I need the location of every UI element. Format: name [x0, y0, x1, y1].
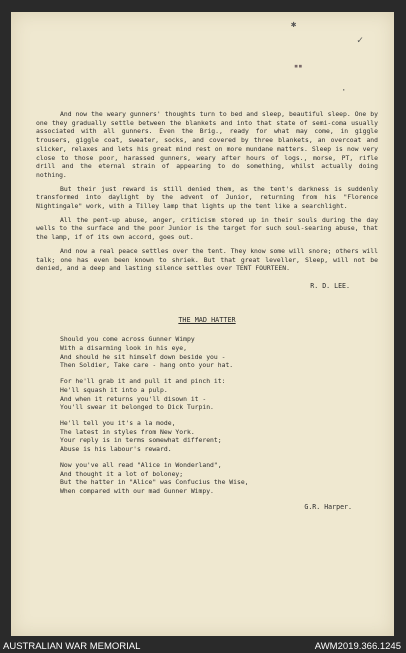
footer-bar — [0, 641, 406, 653]
poem-line: With a disarming look in his eye, — [60, 344, 187, 353]
stanza — [60, 461, 378, 496]
footer-accession-number: AWM2019.366.1245 — [314, 641, 401, 652]
poem-line: He'll tell you it's a la mode, — [60, 418, 176, 427]
margin-mark: · — [341, 86, 347, 96]
poem-line: The latest in styles from New York. — [60, 427, 195, 436]
poem-line: Your reply is in terms somewhat different; — [60, 436, 222, 445]
poem-line: Then Soldier, Take care - hang onto your hat. — [60, 361, 234, 370]
margin-mark: ✓ — [357, 35, 364, 46]
paragraph: All the pent-up abuse, anger, criticism stored up in their souls during the day wells to the surface and the poor Junior is the target for such soul-searing abuse, that the lamp, if of its own accord, goes out. — [36, 215, 378, 242]
footer-institution: AUSTRALIAN WAR MEMORIAL — [3, 641, 141, 652]
poem-line: But the hatter in "Alice" was Confucius the Wise, — [60, 478, 249, 487]
stanza — [60, 419, 378, 454]
poem-line: Now you've all read "Alice in Wonderland", — [60, 460, 222, 469]
paragraph: But their just reward is still denied them, as the tent's darkness is suddenly transformed into daylight by the advent of Junior, returning from his "Florence Nightingale" work, with a Tilley lamp that lights up the tent like a searchlight. — [36, 184, 378, 211]
stanza — [60, 377, 378, 412]
document-page — [11, 12, 394, 636]
poem-line: He'll squash it into a pulp. — [60, 385, 168, 394]
poem — [60, 335, 378, 495]
author-signature: R. D. LEE. — [310, 281, 350, 290]
poem-line: Abuse is his labour's reward. — [60, 445, 172, 454]
poem-title: THE MAD HATTER — [178, 315, 236, 324]
poet-signature: G.R. Harper. — [304, 502, 352, 511]
poem-line: And should he sit himself down beside you - — [60, 352, 226, 361]
poem-line: For he'll grab it and pull it and pinch it: — [60, 377, 226, 386]
document-body — [36, 110, 378, 511]
poem-line: And when it returns you'll disown it - — [60, 394, 207, 403]
poem-line: And thought it a lot of boloney; — [60, 469, 184, 478]
poem-line: You'll swear it belonged to Dick Turpin. — [60, 403, 214, 412]
stamp-mark: ▪▪ — [294, 62, 303, 70]
margin-mark: ✱ — [291, 20, 297, 30]
stanza — [60, 335, 378, 370]
paragraph: And now a real peace settles over the tent. They know some will snore; others will talk; one has even been known to shriek. But that great leveller, Sleep, will not be denied, and a deep and lasting silence settles over TENT FOURTEEN. — [36, 246, 378, 273]
paragraph: And now the weary gunners' thoughts turn to bed and sleep, beautiful sleep. One by one they gradually settle between the blankets and into that state of semi-coma usually associated with all gunners. Even the Brig., ready for what may come, in giggle trousers, giggle coat, sweater, socks, and covered by three blankets, an overcoat and slicker, relaxes and lets his great mind rest on more mundane matters. Sleep is now very close to those poor, harassed gunners, weary after hours of logs., morse, PT, rifle drill and the eternal strain of appearing to do something, whilst actually doing nothing. — [36, 110, 378, 179]
poem-line: When compared with our mad Gunner Wimpy. — [60, 486, 214, 495]
poem-line: Should you come across Gunner Wimpy — [60, 335, 195, 344]
